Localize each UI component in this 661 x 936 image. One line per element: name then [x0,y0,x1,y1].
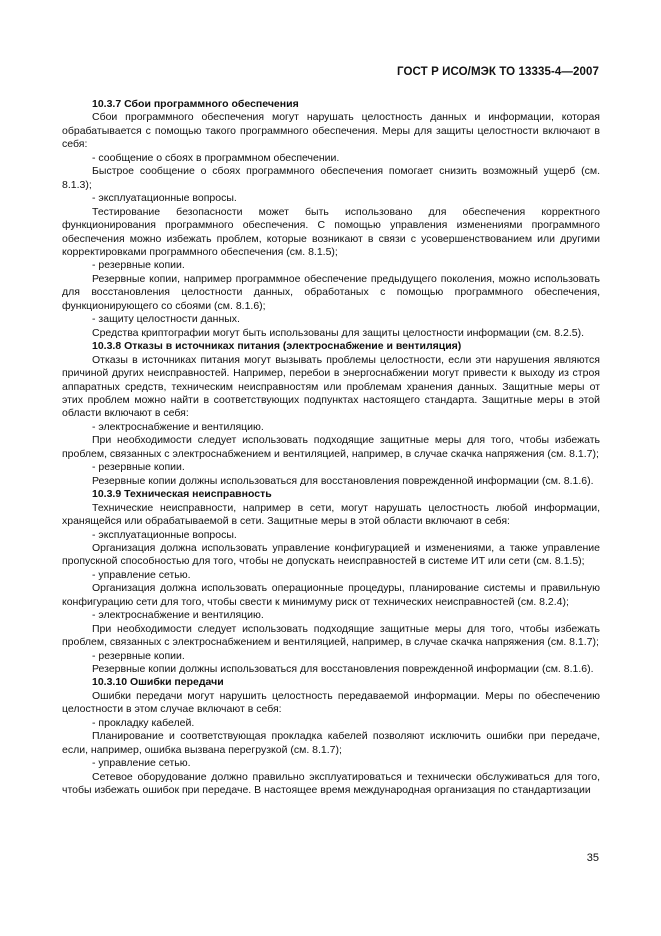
list-item: - защиту целостности данных. [92,313,240,326]
list-item: - резервные копии. [92,259,185,272]
section-heading: 10.3.7 Сбои программного обеспечения [92,98,299,110]
document-header: ГОСТ Р ИСО/МЭК ТО 13335-4—2007 [397,66,599,78]
body-paragraph: Технические неисправности, например в сети, могут нарушать целостность любой информации, хранящейся или обрабатываемой в сети. Защитные меры в этой области включают в себя: [62,501,600,528]
page-number: 35 [586,852,599,864]
list-item: - эксплуатационные вопросы. [92,528,237,541]
section-heading: 10.3.8 Отказы в источниках питания (электроснабжение и вентиляция) [92,340,462,353]
body-paragraph: При необходимости следует использовать подходящие защитные меры для того, чтобы избежать проблем, связанных с электроснабжением и вентиляцией, например, в случае скачка напряжения (см. 8.1.7); [62,622,600,649]
body-paragraph: Ошибки передачи могут нарушить целостность передаваемой информации. Меры по обеспечению целостности в этом случае включают в себя: [62,689,600,716]
section-heading: 10.3.9 Техническая неисправность [92,488,272,501]
body-paragraph: Отказы в источниках питания могут вызывать проблемы целостности, если эти нарушения являются причиной других неисправностей. Например, перебои в энергоснабжении могут привести к выходу из строя аппаратных средств, техническим неисправностям или проблемам хранения данных. Защитные меры от этих проблем можно найти в соответствующих подпунктах настоящего стандарта. Защитные меры в этой области включают в себя: [62,353,600,420]
list-item: - эксплуатационные вопросы. [92,192,237,205]
body-paragraph: Тестирование безопасности может быть использовано для обеспечения корректного функционирования программного обеспечения. С помощью управления изменениями программного обеспечения можно избежать проблем, которые возникают в связи с усовершенствованием или другими корректировками программного обеспечения (см. 8.1.5); [62,205,600,258]
body-paragraph: Организация должна использовать управление конфигурацией и изменениями, а также управление пропускной способностью для того, чтобы не допускать неисправностей в системе ИТ или сети (см. 8.1.5); [62,541,600,568]
body-paragraph: Средства криптографии могут быть использованы для защиты целостности информации (см. 8.2.5). [92,326,585,339]
list-item: - сообщение о сбоях в программном обеспечении. [92,151,340,164]
body-paragraph: Резервные копии должны использоваться для восстановления поврежденной информации (см. 8.1.6). [92,663,594,676]
list-item: - резервные копии. [92,461,185,474]
body-paragraph: Сбои программного обеспечения могут нарушать целостность данных и информации, которая обрабатывается с помощью такого программного обеспечения. Меры для защиты целостности включают в себя: [62,111,600,151]
section-heading: 10.3.10 Ошибки передачи [92,676,224,689]
list-item: - управление сетью. [92,757,191,770]
body-paragraph: Резервные копии должны использоваться для восстановления поврежденной информации (см. 8.1.6). [92,474,594,487]
body-paragraph: Планирование и соответствующая прокладка кабелей позволяют исключить ошибки при передаче, если, например, ошибка вызвана перегрузкой (см. 8.1.7); [62,730,600,756]
body-paragraph: Быстрое сообщение о сбоях программного обеспечения помогает снизить возможный ущерб (см. 8.1.3); [62,165,600,191]
body-paragraph: Резервные копии, например программное обеспечение предыдущего поколения, можно использовать для восстановления целостности данных, обработаных с помощью программного обеспечения, функционирующего со сбоями (см. 8.1.6); [62,272,600,312]
body-paragraph: При необходимости следует использовать подходящие защитные меры для того, чтобы избежать проблем, связанных с электроснабжением и вентиляцией, например, в случае скачка напряжения (см. 8.1.7); [62,434,600,460]
list-item: - электроснабжение и вентиляцию. [92,420,264,433]
list-item: - прокладку кабелей. [92,716,195,729]
list-item: - управление сетью. [92,568,191,581]
body-paragraph: Организация должна использовать операционные процедуры, планирование системы и правильную конфигурацию сети для того, чтобы свести к минимуму риск от технических неисправностей (см. 8.2.4); [62,582,600,608]
body-paragraph: Сетевое оборудование должно правильно эксплуатироваться и технически обслуживаться для того, чтобы избежать ошибок при передаче. В настоящее время международная организация по стандартизации [62,770,600,797]
list-item: - резервные копии. [92,649,185,662]
list-item: - электроснабжение и вентиляцию. [92,609,264,622]
document-body [62,98,600,798]
